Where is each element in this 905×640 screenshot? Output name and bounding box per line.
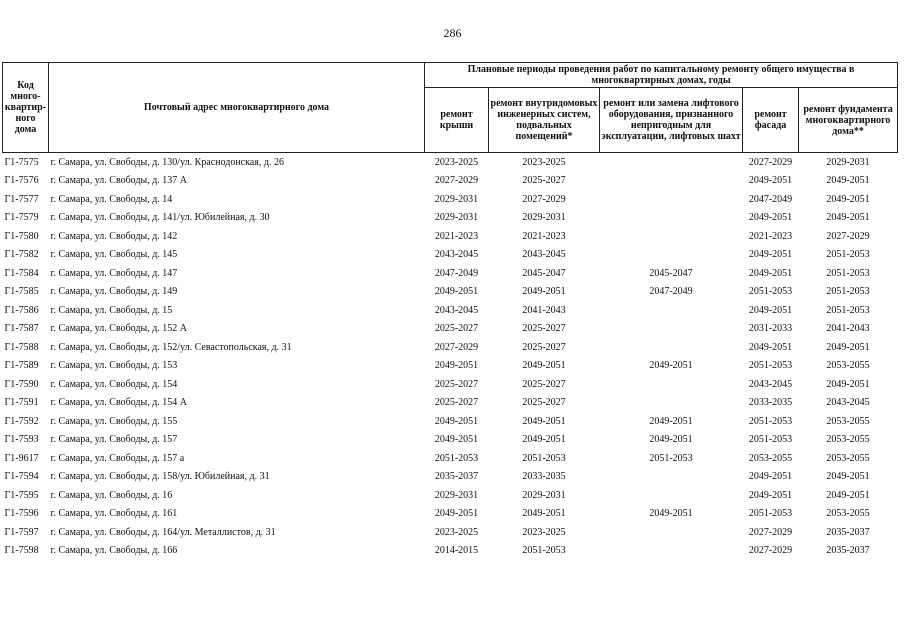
table-header: [3, 63, 898, 153]
cell-facade: 2027-2029: [748, 526, 793, 538]
cell-facade: 2027-2029: [748, 545, 793, 557]
cell-code: Г1-7598: [4, 545, 39, 557]
cell-roof: 2025-2027: [434, 397, 479, 409]
cell-facade: 2047-2049: [748, 193, 793, 205]
cell-foundation: 2051-2053: [826, 249, 870, 261]
cell-code: Г1-7585: [4, 286, 39, 298]
cell-engineering: 2025-2027: [522, 175, 566, 187]
header-engineering: ремонт внутридомовых инженерных систем, подвальных помещений*: [489, 88, 600, 153]
cell-engineering: 2051-2053: [522, 545, 566, 557]
cell-facade: 2051-2053: [748, 286, 793, 298]
cell-elevator: [600, 375, 743, 394]
header-facade: ремонт фасада: [743, 88, 799, 153]
cell-facade: 2051-2053: [748, 415, 793, 427]
cell-engineering: 2023-2025: [522, 526, 566, 538]
cell-facade: 2049-2051: [748, 471, 793, 483]
cell-foundation: 2053-2055: [826, 415, 870, 427]
cell-foundation: 2049-2051: [826, 471, 870, 483]
cell-elevator: [600, 394, 743, 413]
table-row: [3, 227, 898, 246]
cell-address: г. Самара, ул. Свободы, д. 141/ул. Юбилейная, д. 30: [50, 212, 270, 224]
cell-engineering: 2049-2051: [522, 434, 566, 446]
table-row: [3, 431, 898, 450]
cell-roof: 2043-2045: [434, 249, 479, 261]
table-row: [3, 190, 898, 209]
cell-roof: 2023-2025: [434, 526, 479, 538]
cell-elevator: [600, 246, 743, 265]
cell-facade: 2049-2051: [748, 341, 793, 353]
table-row: [3, 505, 898, 524]
cell-code: Г1-7577: [4, 193, 39, 205]
table-row: [3, 523, 898, 542]
cell-foundation: 2053-2055: [826, 434, 870, 446]
cell-code: Г1-7596: [4, 508, 39, 520]
cell-engineering: 2049-2051: [522, 508, 566, 520]
cell-foundation: 2041-2043: [826, 323, 870, 335]
table-row: [3, 301, 898, 320]
cell-elevator: 2049-2051: [649, 434, 693, 446]
cell-address: г. Самара, ул. Свободы, д. 157: [50, 434, 178, 446]
cell-elevator: 2047-2049: [649, 286, 693, 298]
cell-foundation: 2049-2051: [826, 175, 870, 187]
cell-roof: 2029-2031: [434, 489, 479, 501]
table-body: [3, 153, 898, 561]
table-row: [3, 449, 898, 468]
header-roof: ремонт крыши: [425, 88, 489, 153]
cell-roof: 2051-2053: [434, 452, 479, 464]
cell-engineering: 2049-2051: [522, 286, 566, 298]
cell-foundation: 2051-2053: [826, 267, 870, 279]
cell-code: Г1-7590: [4, 378, 39, 390]
cell-roof: 2023-2025: [434, 156, 479, 168]
cell-elevator: [600, 320, 743, 339]
cell-roof: 2021-2023: [434, 230, 479, 242]
cell-address: г. Самара, ул. Свободы, д. 154: [50, 378, 178, 390]
cell-address: г. Самара, ул. Свободы, д. 142: [50, 230, 178, 242]
cell-engineering: 2041-2043: [522, 304, 566, 316]
page-number: 286: [443, 26, 462, 40]
cell-engineering: 2029-2031: [522, 489, 566, 501]
cell-foundation: 2043-2045: [826, 397, 870, 409]
cell-elevator: [600, 209, 743, 228]
table-row: [3, 357, 898, 376]
cell-roof: 2049-2051: [434, 508, 479, 520]
cell-elevator: [600, 301, 743, 320]
cell-code: Г1-7575: [4, 156, 39, 168]
cell-code: Г1-7586: [4, 304, 39, 316]
cell-elevator: [600, 468, 743, 487]
cell-code: Г1-7576: [4, 175, 39, 187]
cell-elevator: 2049-2051: [649, 360, 693, 372]
header-elevator: ремонт или замена лифтового оборудования, признанного непригодным для эксплуатации, лифтовых шахт: [600, 88, 743, 153]
cell-engineering: 2051-2053: [522, 452, 566, 464]
cell-facade: 2051-2053: [748, 508, 793, 520]
cell-facade: 2053-2055: [748, 452, 793, 464]
cell-elevator: 2049-2051: [649, 415, 693, 427]
cell-engineering: 2023-2025: [522, 156, 566, 168]
header-foundation: ремонт фундамента многоквартирного дома**: [799, 88, 898, 153]
cell-address: г. Самара, ул. Свободы, д. 15: [50, 304, 173, 316]
cell-facade: 2051-2053: [748, 434, 793, 446]
cell-engineering: 2025-2027: [522, 323, 566, 335]
cell-code: Г1-7592: [4, 415, 39, 427]
cell-address: г. Самара, ул. Свободы, д. 14: [50, 193, 173, 205]
cell-elevator: 2051-2053: [649, 452, 693, 464]
cell-engineering: 2049-2051: [522, 360, 566, 372]
cell-foundation: 2053-2055: [826, 360, 870, 372]
header-address: Почтовый адрес многоквартирного дома: [49, 63, 425, 153]
cell-engineering: 2025-2027: [522, 341, 566, 353]
cell-facade: 2049-2051: [748, 267, 793, 279]
cell-roof: 2035-2037: [434, 471, 479, 483]
cell-facade: 2051-2053: [748, 360, 793, 372]
cell-roof: 2029-2031: [434, 193, 479, 205]
cell-code: Г1-7593: [4, 434, 39, 446]
cell-engineering: 2033-2035: [522, 471, 566, 483]
cell-address: г. Самара, ул. Свободы, д. 161: [50, 508, 178, 520]
cell-elevator: [600, 227, 743, 246]
cell-code: Г1-7597: [4, 526, 39, 538]
cell-foundation: 2053-2055: [826, 452, 870, 464]
table-row: [3, 338, 898, 357]
cell-code: Г1-7584: [4, 267, 39, 279]
cell-engineering: 2027-2029: [522, 193, 566, 205]
cell-roof: 2043-2045: [434, 304, 479, 316]
cell-address: г. Самара, ул. Свободы, д. 149: [50, 286, 178, 298]
cell-address: г. Самара, ул. Свободы, д. 153: [50, 360, 178, 372]
repair-schedule-table: [2, 62, 898, 560]
cell-facade: 2049-2051: [748, 175, 793, 187]
cell-roof: 2049-2051: [434, 286, 479, 298]
cell-roof: 2025-2027: [434, 378, 479, 390]
cell-elevator: 2045-2047: [649, 267, 693, 279]
cell-address: г. Самара, ул. Свободы, д. 147: [50, 267, 178, 279]
cell-code: Г1-7580: [4, 230, 39, 242]
cell-facade: 2043-2045: [748, 378, 793, 390]
table-row: [3, 542, 898, 561]
table-row: [3, 320, 898, 339]
cell-engineering: 2049-2051: [522, 415, 566, 427]
table-row: [3, 153, 898, 172]
cell-elevator: [600, 172, 743, 191]
cell-facade: 2049-2051: [748, 489, 793, 501]
cell-address: г. Самара, ул. Свободы, д. 158/ул. Юбилейная, д. 31: [50, 471, 270, 483]
cell-code: Г1-7579: [4, 212, 39, 224]
table-row: [3, 486, 898, 505]
cell-facade: 2049-2051: [748, 212, 793, 224]
table-row: [3, 394, 898, 413]
header-code: Код много-квартир-ного дома: [3, 63, 49, 153]
cell-foundation: 2049-2051: [826, 378, 870, 390]
cell-address: г. Самара, ул. Свободы, д. 155: [50, 415, 178, 427]
cell-code: Г1-7582: [4, 249, 39, 261]
table-row: [3, 468, 898, 487]
cell-address: г. Самара, ул. Свободы, д. 164/ул. Металлистов, д. 31: [50, 526, 276, 538]
cell-facade: 2021-2023: [748, 230, 793, 242]
cell-elevator: [600, 338, 743, 357]
cell-foundation: 2051-2053: [826, 304, 870, 316]
cell-roof: 2049-2051: [434, 415, 479, 427]
table-row: [3, 375, 898, 394]
cell-engineering: 2025-2027: [522, 397, 566, 409]
cell-address: г. Самара, ул. Свободы, д. 130/ул. Краснодонская, д. 26: [50, 156, 284, 168]
cell-foundation: 2035-2037: [826, 545, 870, 557]
cell-code: Г1-7588: [4, 341, 39, 353]
table-row: [3, 412, 898, 431]
cell-facade: 2031-2033: [748, 323, 793, 335]
cell-roof: 2027-2029: [434, 175, 479, 187]
cell-roof: 2025-2027: [434, 323, 479, 335]
cell-facade: 2049-2051: [748, 304, 793, 316]
cell-elevator: [600, 542, 743, 561]
cell-engineering: 2029-2031: [522, 212, 566, 224]
cell-engineering: 2043-2045: [522, 249, 566, 261]
cell-roof: 2049-2051: [434, 360, 479, 372]
cell-facade: 2033-2035: [748, 397, 793, 409]
cell-foundation: 2049-2051: [826, 212, 870, 224]
cell-engineering: 2045-2047: [522, 267, 566, 279]
cell-foundation: 2035-2037: [826, 526, 870, 538]
cell-foundation: 2053-2055: [826, 508, 870, 520]
cell-address: г. Самара, ул. Свободы, д. 152 А: [50, 323, 188, 335]
cell-roof: 2049-2051: [434, 434, 479, 446]
cell-roof: 2047-2049: [434, 267, 479, 279]
cell-elevator: 2049-2051: [649, 508, 693, 520]
cell-roof: 2029-2031: [434, 212, 479, 224]
table-row: [3, 209, 898, 228]
cell-roof: 2014-2015: [434, 545, 479, 557]
table-row: [3, 283, 898, 302]
cell-address: г. Самара, ул. Свободы, д. 16: [50, 489, 173, 501]
cell-engineering: 2021-2023: [522, 230, 566, 242]
cell-address: г. Самара, ул. Свободы, д. 154 А: [50, 397, 188, 409]
cell-foundation: 2049-2051: [826, 489, 870, 501]
cell-address: г. Самара, ул. Свободы, д. 166: [50, 545, 178, 557]
cell-elevator: [600, 190, 743, 209]
cell-code: Г1-9617: [4, 452, 39, 464]
cell-address: г. Самара, ул. Свободы, д. 152/ул. Севастопольская, д. 31: [50, 341, 292, 353]
cell-address: г. Самара, ул. Свободы, д. 157 а: [50, 452, 185, 464]
cell-elevator: [600, 486, 743, 505]
cell-engineering: 2025-2027: [522, 378, 566, 390]
table-row: [3, 264, 898, 283]
table-row: [3, 172, 898, 191]
cell-foundation: 2029-2031: [826, 156, 870, 168]
header-periods-group: Плановые периоды проведения работ по капитальному ремонту общего имущества в многоквартирных домах, годы: [425, 63, 898, 88]
cell-address: г. Самара, ул. Свободы, д. 137 А: [50, 175, 188, 187]
cell-code: Г1-7589: [4, 360, 39, 372]
table-row: [3, 246, 898, 265]
cell-code: Г1-7587: [4, 323, 39, 335]
cell-elevator: [600, 523, 743, 542]
cell-address: г. Самара, ул. Свободы, д. 145: [50, 249, 178, 261]
cell-facade: 2027-2029: [748, 156, 793, 168]
cell-code: Г1-7595: [4, 489, 39, 501]
cell-code: Г1-7594: [4, 471, 39, 483]
cell-foundation: 2051-2053: [826, 286, 870, 298]
cell-facade: 2049-2051: [748, 249, 793, 261]
cell-foundation: 2049-2051: [826, 341, 870, 353]
cell-elevator: [600, 153, 743, 172]
cell-roof: 2027-2029: [434, 341, 479, 353]
cell-foundation: 2027-2029: [826, 230, 870, 242]
cell-code: Г1-7591: [4, 397, 39, 409]
cell-foundation: 2049-2051: [826, 193, 870, 205]
